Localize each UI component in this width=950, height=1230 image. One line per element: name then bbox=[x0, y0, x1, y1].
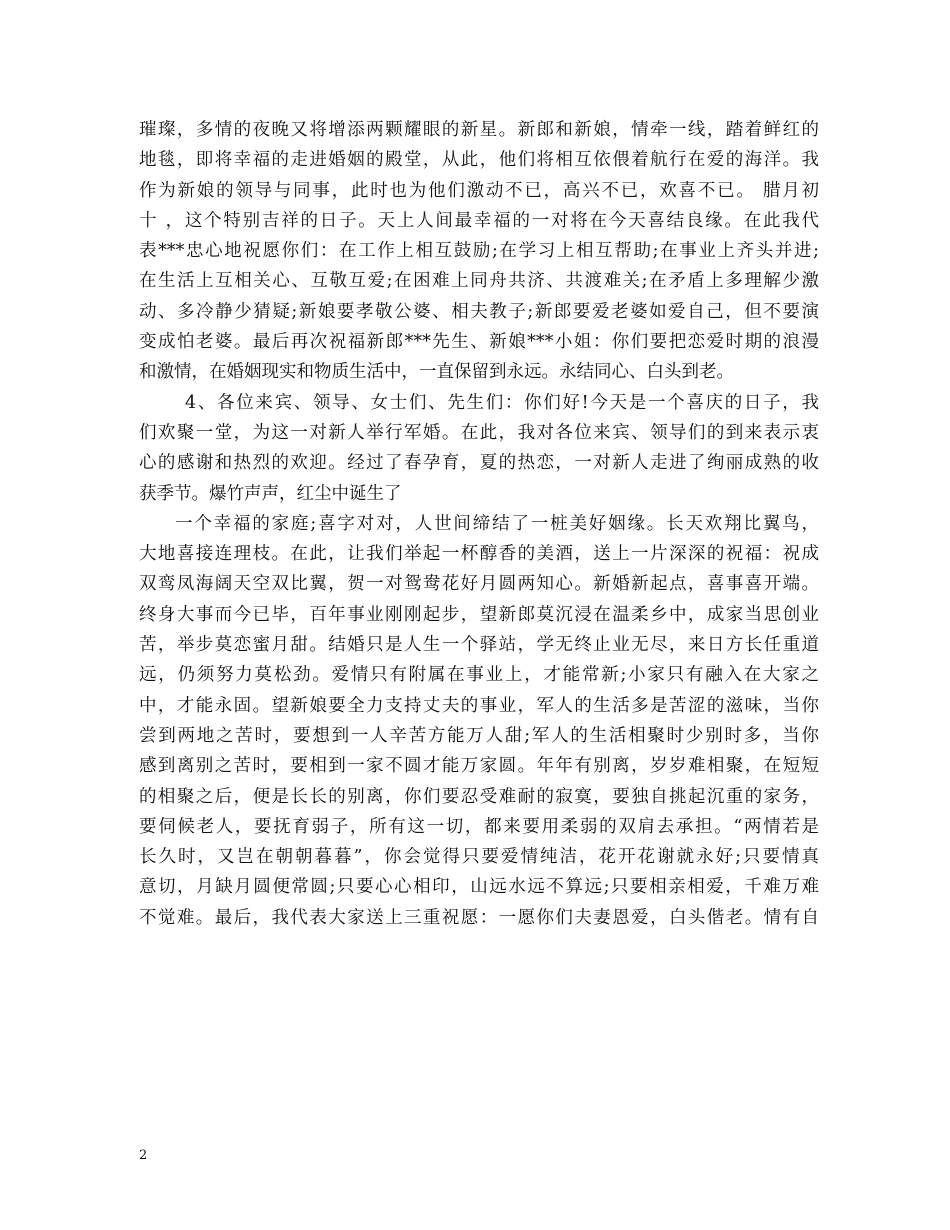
text-line: 大地喜接连理枝。在此，让我们举起一杯醇香的美酒，送上一片深深的祝福：祝成 bbox=[139, 544, 819, 565]
paragraph-first-line: 4、各位来宾、领导、女士们、先生们：你们好!今天是一个喜庆的日子，我 bbox=[185, 392, 819, 413]
text-line: 在生活上互相关心、互敬互爱;在困难上同舟共济、共渡难关;在矛盾上多理解少激 bbox=[139, 271, 819, 292]
text-line: 终身大事而今已毕，百年事业刚刚起步，望新郎莫沉浸在温柔乡中，成家当思创业 bbox=[139, 604, 819, 625]
text-line: 尝到两地之苦时，要想到一人辛苦方能万人甜;军人的生活相聚时少别时多，当你 bbox=[139, 725, 819, 746]
text-line: 远，仍须努力莫松劲。爱情只有附属在事业上，才能常新;小家只有融入在大家之 bbox=[139, 665, 819, 686]
text-line: 意切，月缺月圆便常圆;只要心心相印，山远水远不算远;只要相亲相爱，千难万难 bbox=[139, 877, 819, 898]
text-line: 心的感谢和热烈的欢迎。经过了春孕育，夏的热恋，一对新人走进了绚丽成熟的收 bbox=[139, 453, 819, 474]
text-line: 和激情，在婚姻现实和物质生活中，一直保留到永远。永结同心、白头到老。 bbox=[139, 362, 734, 383]
text-line: 作为新娘的领导与同事，此时也为他们激动不已，高兴不已，欢喜不已。 腊月初 bbox=[139, 180, 819, 201]
text-line: 长久时，又岂在朝朝暮暮”，你会觉得只要爱情纯洁，花开花谢就永好;只要情真 bbox=[139, 847, 819, 868]
text-line: 动、多冷静少猜疑;新娘要孝敬公婆、相夫教子;新郎要爱老婆如爱自己，但不要演 bbox=[139, 301, 819, 322]
text-line: 的相聚之后，便是长长的别离，你们要忍受难耐的寂寞，要独自挑起沉重的家务， bbox=[139, 786, 819, 807]
text-line: 十 ，这个特别吉祥的日子。天上人间最幸福的一对将在今天喜结良缘。在此我代 bbox=[139, 210, 819, 231]
text-line: 双鸾凤海阔天空双比翼，贺一对鸳鸯花好月圆两知心。新婚新起点，喜事喜开端。 bbox=[139, 574, 819, 595]
text-line: 苦，举步莫恋蜜月甜。结婚只是人生一个驿站，学无终止业无尽，来日方长任重道 bbox=[139, 635, 819, 656]
text-line: 变成怕老婆。最后再次祝福新郎***先生、新娘***小姐：你们要把恋爱时期的浪漫 bbox=[139, 332, 819, 353]
text-line: 地毯，即将幸福的走进婚姻的殿堂，从此，他们将相互依偎着航行在爱的海洋。我 bbox=[139, 150, 819, 171]
text-line: 表***忠心地祝愿你们：在工作上相互鼓励;在学习上相互帮助;在事业上齐头并进; bbox=[139, 241, 819, 262]
paragraph-first-line: 一个幸福的家庭;喜字对对，人世间缔结了一桩美好姻缘。长天欢翔比翼鸟， bbox=[175, 513, 819, 534]
text-line: 要伺候老人，要抚育弱子，所有这一切，都来要用柔弱的双肩去承担。“两情若是 bbox=[139, 816, 819, 837]
text-line: 获季节。爆竹声声，红尘中诞生了 bbox=[139, 483, 402, 504]
text-line: 中，才能永固。望新娘要全力支持丈夫的事业，军人的生活多是苦涩的滋味，当你 bbox=[139, 695, 819, 716]
page-number: 2 bbox=[139, 1148, 148, 1163]
text-line: 璀璨，多情的夜晚又将增添两颗耀眼的新星。新郎和新娘，情牵一线，踏着鲜红的 bbox=[139, 120, 819, 140]
text-line: 不觉难。最后，我代表大家送上三重祝愿：一愿你们夫妻恩爱，白头偕老。情有自 bbox=[139, 907, 819, 928]
text-line: 感到离别之苦时，要相到一家不圆才能万家圆。年年有别离，岁岁难相聚，在短短 bbox=[139, 756, 819, 777]
body-text bbox=[139, 115, 819, 933]
text-line: 们欢聚一堂，为这一对新人举行军婚。在此，我对各位来宾、领导们的到来表示衷 bbox=[139, 422, 819, 443]
